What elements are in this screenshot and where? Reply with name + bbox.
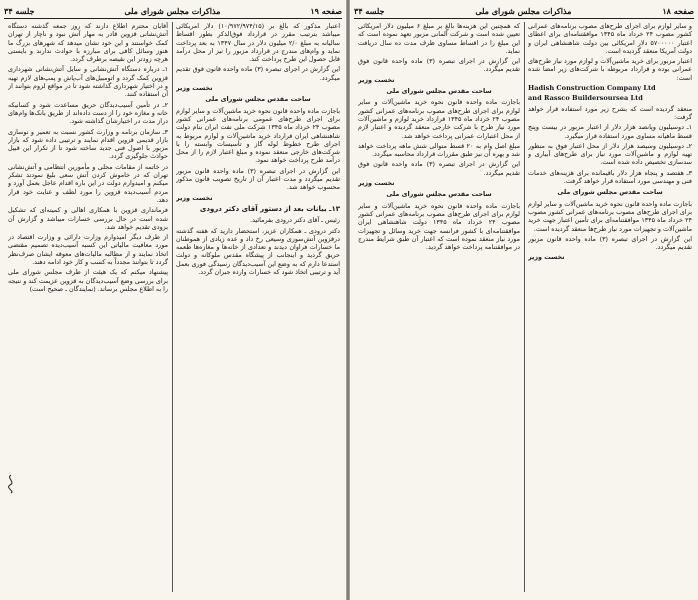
paragraph: باجازت ماده واحده قانون نحوه خرید ماشین‌آلات و سایر لوازم برای اجرای طرح‌های مصوب برنامه‌های عمرانی کشور مصوب ۲۴ خرداد ماه ۱۳۴۵ قرارداد خرید لوازم و ماشین‌آلات مورد نیاز طرح با شرکت خارجی منعقد گردیده و اعتبار لازم از محل اعتبارات عمرانی پرداخت خواهد شد. <box>358 98 520 140</box>
right-page <box>350 0 698 600</box>
paragraph: این گزارش در اجرای تبصره (۳) ماده واحده قانون مزبور تقدیم میگردد. <box>528 234 692 252</box>
right-page-left-column <box>358 22 520 596</box>
paragraph: آقایان محترم اطلاع دارند که روز جمعه گذشته دستگاه آتش‌نشانی قزوین قادر به مهار آتش نبود و ناچار از تهران کمک خواستند و این خود نشان میدهد که شهرهای بزرگ ما هنوز وسائل کافی برای مبارزه با حوادث ندارند و بایستی هرچه زودتر این نقیصه برطرف گردد. <box>8 22 168 64</box>
section-heading: ساحت مقدس مجلس شورای ملی <box>386 87 492 96</box>
paragraph: ۱ـ دوسیلیون وپانصد هزار دلار از اعتبار مزبور در بیست وپنج قسط ماهیانه مساوی مورد استفاده قرار میگیرد. <box>528 123 692 140</box>
paragraph: ۲ـ دوسیلیون وسیصد هزار دلار از محل اعتبار فوق به منظور تهیه لوازم و ماشین‌آلات مورد نیاز برای طرح‌های آبیاری و سدسازی تخصیص داده شده است. <box>528 141 692 167</box>
paragraph: این گزارش در اجرای تبصره (۳) ماده واحده قانون فوق تقدیم میگردد. <box>358 160 520 177</box>
paragraph: باجازت ماده واحده قانون نحوه خرید ماشین‌آلات و سایر لوازم برای اجرای طرح‌های عمومی برنامه‌های عمرانی کشور مصوب ۲۴ خرداد ماه ۱۳۴۵ شرکت ملی نفت ایران بنام دولت شاهنشاهی ایران قرارداد خرید ماشین‌آلات و لوازم مربوط به اجرای طرح خطوط لوله گاز و تأسیسات وابسته را با شرکت‌های خارجی منعقد نموده و مبلغ اعتبار لازم را از محل درآمد طرح پرداخت خواهد نمود. <box>176 106 340 165</box>
left-page-right-column <box>176 22 340 596</box>
left-page-session: جلسه ۳۴ <box>4 6 35 16</box>
paragraph: باجازت ماده واحده قانون نحوه خرید ماشین‌آلات و سایر لوازم برای اجرای طرح‌های مصوب برنامه‌های عمرانی کشور مصوب ۲۴ خرداد ماه ۱۳۴۵ موافقتنامه‌ای برای تأمین اعتبار جهت خرید ماشین‌آلات و تجهیزات مورد نیاز طرح‌ها منعقد گردیده است. <box>528 199 692 233</box>
signature: نخست وزیر <box>176 193 213 202</box>
paragraph: پیشنهاد میکنم که یک هیئت از طرف مجلس شورای ملی برای بررسی وضع آسیب‌دیدگان به قزوین عزیمت کند و نتیجه را به اطلاع مجلس برساند. (نمایندگان ـ صحیح است) <box>8 268 168 293</box>
company-name-latin: Hadish Construction Company Ltd <box>528 84 656 93</box>
paragraph: این گزارش در اجرای تبصره (۳) ماده واحده قانون مزبور تقدیم میگردد و مدت اعتبار آن از تاریخ تصویب قانون مذکور محسوب خواهد شد. <box>176 166 340 192</box>
handwritten-mark <box>4 474 18 494</box>
right-page-session: جلسه ۳۴ <box>354 6 385 16</box>
right-page-header <box>354 4 694 19</box>
left-page-number: صفحه ۱۹ <box>310 6 342 16</box>
left-page <box>0 0 346 600</box>
paragraph: در خاتمه از مقامات محلی و مأمورین انتظامی و آتش‌نشانی تهران که در خاموش کردن آتش سعی بلیغ نمودند تشکر میکنم و امیدوارم دولت در این باره اقدام عاجل بعمل آورد و مردم آسیب‌دیده قزوین را مورد لطف و عنایت خود قرار دهد. <box>8 162 168 204</box>
left-page-left-column <box>8 22 168 596</box>
right-page-title: مذاکرات مجلس شورای ملی <box>475 6 572 16</box>
right-page-number: صفحه ۱۸ <box>662 6 694 16</box>
paragraph: رئیس ـ آقای دکتر درودی بفرمائید. <box>250 216 340 225</box>
company-name-latin: and Rassco Buildersoursea Ltd <box>528 94 643 103</box>
paragraph: اعتبار مذکور که بالغ بر (۱۰/۹۷۲/۹۷۴/۱۵) دلار امریکائی میباشد بترتیب مقرر در قرارداد فوق‌الذکر بطور اقساط سالیانه به مبلغ ۲/۰ میلیون دلار در سال ۱۳۴۷ به بعد پرداخت نماید و وام‌های مندرج در قرارداد مزبور را نیز از محل درآمد قابل حصول این طرح پرداخت کند. <box>176 22 340 64</box>
paragraph: ۳ـ سازمان برنامه و وزارت کشور نسبت به تعمیر و نوسازی بازار قدیمی قزوین اقدام نمایند و ترتیبی داده شود که بازار مزبور با اصول فنی جدید ساخته شود تا از تکرار این قبیل حوادث جلوگیری گردد. <box>8 127 168 161</box>
signature: نخست وزیر <box>528 253 565 262</box>
paragraph: مبلغ اصل وام به ۲۰ قسط متوالی شش ماهه پرداخت خواهد شد و بهره آن نیز طبق مقررات قرارداد محاسبه میگردد. <box>358 141 520 159</box>
paragraph: ۱ـ درباره دستگاه آتش‌نشانی و سایل آتش‌نشانی شهرداری قزوین کمک گردد و اتومبیل‌های آب‌پاش و پمپ‌های لازم تهیه و در اختیار شهرداری گذاشته شود تا در مواقع لزوم بتوانند از آن استفاده کنند. <box>8 65 168 99</box>
left-page-header <box>4 4 342 19</box>
section-heading: ساحت مقدس مجلس شورای ملی <box>205 95 311 104</box>
paragraph: ۳ـ هفتصد و پنجاه هزار دلار باقیمانده برای هزینه‌های خدمات فنی و مهندسی مورد استفاده قرار خواهد گرفت. <box>528 168 692 186</box>
paragraph: این گزارش در اجرای تبصره (۳) ماده واحده قانون فوق تقدیم میگردد. <box>176 65 340 82</box>
paragraph: ۲ـ در تأمین آسیب‌دیدگان حریق مساعدت شود و کسانیکه خانه و مغازه خود را از دست داده‌اند از طریق بانک‌ها وام‌های دراز مدت در اختیارشان گذاشته شود. <box>8 100 168 126</box>
signature: نخست وزیر <box>176 84 213 93</box>
right-page-right-column <box>528 22 692 596</box>
paragraph: فرمانداری قزوین با همکاری اهالی و کمیته‌ای که تشکیل شده است در حال بررسی خسارات میباشد و گزارش آن بزودی تقدیم خواهد شد. <box>8 206 168 231</box>
paragraph: منعقد گردیده است که بشرح زیر مورد استفاده قرار خواهد گرفت: <box>528 104 692 121</box>
section-heading: ساحت مقدس مجلس شورای ملی <box>557 188 663 197</box>
section-heading: ۱۳ـ بیانات بعد از دستور آقای دکتر درودی <box>199 204 340 213</box>
paragraph: که همچنین این هزینه‌ها بالغ بر مبلغ ۶ میلیون دلار امریکائی تعیین شده است و شرکت آلمانی مزبور تعهد نموده است که این مبلغ را در اقساط مساوی ظرف مدت ده سال دریافت نماید. <box>358 22 520 55</box>
paragraph: و سایر لوازم برای اجرای طرح‌های مصوب برنامه‌های عمرانی کشور مصوب ۲۴ خرداد ماه ۱۳۴۵ موافقتنامه‌ای برای اعطای اعتبار ۵۷۰۰۰۰۰ دلار امریکائی بین دولت شاهنشاهی ایران و دولت آمریکا منعقد گردیده است. <box>528 22 692 55</box>
paragraph: دکتر درودی ـ همکاران عزیز، استحضار دارید که هفته گذشته درقزوین آتش‌سوزی وسیعی رخ داد و عده زیادی از هموطنان ما خسارات فراوان دیدند و تعدادی از خانه‌ها و مغازه‌ها طعمه حریق گردید و اینجانب از پیشگاه مقدس ملوکانه و دولت استدعا دارم که به وضع این آسیب‌دیدگان رسیدگی فوری بعمل آید و ترتیبی اتخاذ شود که خسارات وارده جبران گردد. <box>176 226 340 277</box>
column-divider <box>172 22 173 592</box>
signature: نخست وزیر <box>358 179 395 188</box>
paragraph: اعتبار مزبور برای خرید ماشین‌آلات و لوازم مورد نیاز طرح‌های عمرانی بوده و قرارداد مربوطه با شرکت‌های زیر امضا شده است: <box>528 57 692 82</box>
left-page-title: مذاکرات مجلس شورای ملی <box>124 6 221 16</box>
signature: نخست وزیر <box>358 75 395 84</box>
column-divider <box>524 22 525 592</box>
paragraph: باجازت ماده واحده قانون نحوه خرید ماشین‌آلات و سایر لوازم برای اجرای طرح‌های مصوب برنامه‌های عمرانی کشور مصوب ۲۴ خرداد ماه ۱۳۴۵ دولت شاهنشاهی ایران موافقتنامه‌ای با کشور فرانسه جهت خرید وسائل و تجهیزات مورد نیاز منعقد نموده است که اعتبار آن طبق شرایط مندرج در موافقتنامه پرداخت خواهد گردید. <box>358 201 520 252</box>
paragraph: این گزارش در اجرای تبصره (۳) ماده واحده قانون فوق تقدیم میگردد. <box>358 57 520 74</box>
section-heading: ساحت مقدس مجلس شورای ملی <box>386 190 492 199</box>
paragraph: از طرف دیگر امیدوارم وزارت دارائی و وزارت اقتصاد در مورد معافیت مالیاتی این کسبه آسیب‌دیده تصمیم مقتضی اتخاذ نمایند و از مطالبه مالیات‌های معوقه ایشان صرف‌نظر گردد تا بتوانند مجدداً به کسب و کار خود ادامه دهند. <box>8 233 168 267</box>
